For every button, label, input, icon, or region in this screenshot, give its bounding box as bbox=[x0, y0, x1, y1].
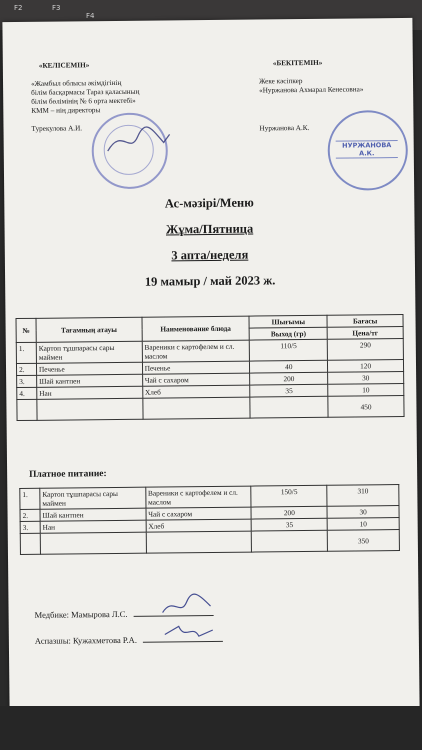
row-yield: 200 bbox=[251, 506, 327, 519]
nurse-signature bbox=[158, 592, 218, 621]
row-name-ru: Вареники с картофелем и сл. маслом bbox=[142, 340, 250, 362]
agree-line-4: КММ – нің директоры bbox=[31, 106, 101, 115]
director-signature bbox=[103, 120, 173, 161]
row-num: 1. bbox=[16, 342, 36, 363]
row-name-kz: Нан bbox=[37, 386, 143, 399]
col-yield: Шығымы bbox=[249, 315, 327, 328]
row-yield: 35 bbox=[250, 384, 328, 397]
row-num: 2. bbox=[16, 363, 36, 375]
row-yield: 200 bbox=[250, 372, 328, 385]
stamp-name: НУРЖАНОВА А.К. bbox=[336, 140, 398, 159]
row-price: 310 bbox=[327, 485, 399, 507]
row-price: 290 bbox=[327, 338, 403, 360]
col-yield-sub: Выход (гр) bbox=[249, 327, 327, 340]
approve-line-2: «Нуржанова Ахмарал Кенесовна» bbox=[259, 85, 364, 95]
row-num: 1. bbox=[20, 488, 40, 509]
f3-key-label: F3 bbox=[52, 4, 61, 12]
col-name-kz: Тағамның атауы bbox=[36, 317, 142, 342]
menu-table bbox=[15, 314, 404, 421]
background-surface bbox=[0, 706, 422, 750]
cook-label: Аспазшы: Кужахметова Р.А. bbox=[34, 634, 137, 646]
nurse-label: Медбике: Мамырова Л.С. bbox=[34, 608, 128, 620]
approve-line-1: Жеке кәсіпкер bbox=[258, 77, 303, 86]
agree-signer: Турекулова А.И. bbox=[31, 124, 83, 133]
row-num: 3. bbox=[20, 521, 40, 533]
row-name-ru: Хлеб bbox=[146, 519, 252, 532]
row-name-kz: Нан bbox=[40, 520, 146, 533]
row-num: 3. bbox=[17, 375, 37, 387]
date-title: 19 мамыр / май 2023 ж. bbox=[144, 273, 276, 289]
row-yield: 110/5 bbox=[250, 339, 328, 361]
row-name-ru: Хлеб bbox=[142, 385, 250, 398]
f4-key-label: F4 bbox=[86, 12, 95, 20]
col-num: № bbox=[16, 318, 36, 342]
day-title: Жұма/Пятница bbox=[165, 221, 254, 237]
row-name-kz: Печенье bbox=[36, 362, 142, 375]
paid-table bbox=[19, 484, 400, 555]
row-name-kz: Картоп тұшпарасы сары маймен bbox=[36, 341, 142, 363]
entrepreneur-stamp bbox=[327, 110, 408, 191]
cook-signature bbox=[159, 618, 219, 647]
menu-document bbox=[2, 18, 419, 712]
agree-line-1: «Жамбыл облысы әкімдігінің bbox=[31, 78, 122, 88]
paid-total: 350 bbox=[327, 530, 399, 552]
col-price-sub: Цена/тг bbox=[327, 326, 403, 339]
col-price: Бағасы bbox=[327, 314, 403, 327]
week-title: 3 апта/неделя bbox=[171, 247, 249, 263]
approve-heading: «БЕКІТЕМІН» bbox=[272, 58, 323, 68]
row-name-ru: Печенье bbox=[142, 361, 250, 374]
row-name-kz: Шай кантпен bbox=[37, 374, 143, 387]
approve-signer: Нуржанова А.К. bbox=[259, 123, 310, 133]
agree-heading: «КЕЛІСЕМІН» bbox=[38, 61, 90, 70]
agree-line-2: білім басқармасы Тараз қаласының bbox=[31, 87, 140, 97]
row-name-ru: Вареники с картофелем и сл. маслом bbox=[145, 486, 251, 508]
total-row bbox=[20, 530, 399, 555]
row-price: 10 bbox=[327, 518, 399, 531]
row-price: 30 bbox=[328, 371, 404, 384]
menu-title: Ас-мәзірі/Меню bbox=[164, 195, 254, 211]
row-name-ru: Чай с сахаром bbox=[146, 507, 252, 520]
row-name-kz: Шай кантпен bbox=[40, 508, 146, 521]
col-name-ru: Наименование блюда bbox=[142, 316, 250, 341]
menu-total: 450 bbox=[328, 395, 404, 417]
row-yield: 150/5 bbox=[251, 485, 327, 507]
f2-key-label: F2 bbox=[14, 4, 23, 12]
row-price: 120 bbox=[328, 359, 404, 372]
row-name-kz: Картоп тұшпарасы сары маймен bbox=[40, 487, 146, 509]
row-yield: 35 bbox=[252, 518, 328, 531]
row-price: 10 bbox=[328, 383, 404, 396]
row-price: 30 bbox=[327, 506, 399, 519]
row-yield: 40 bbox=[250, 360, 328, 373]
paid-title: Платное питание: bbox=[29, 469, 107, 480]
total-row bbox=[17, 395, 404, 420]
row-name-ru: Чай с сахаром bbox=[142, 373, 250, 386]
row-num: 2. bbox=[20, 509, 40, 521]
row-num: 4. bbox=[17, 387, 37, 399]
agree-line-3: білім бөлімінің № 6 орта мектебі» bbox=[31, 96, 136, 106]
